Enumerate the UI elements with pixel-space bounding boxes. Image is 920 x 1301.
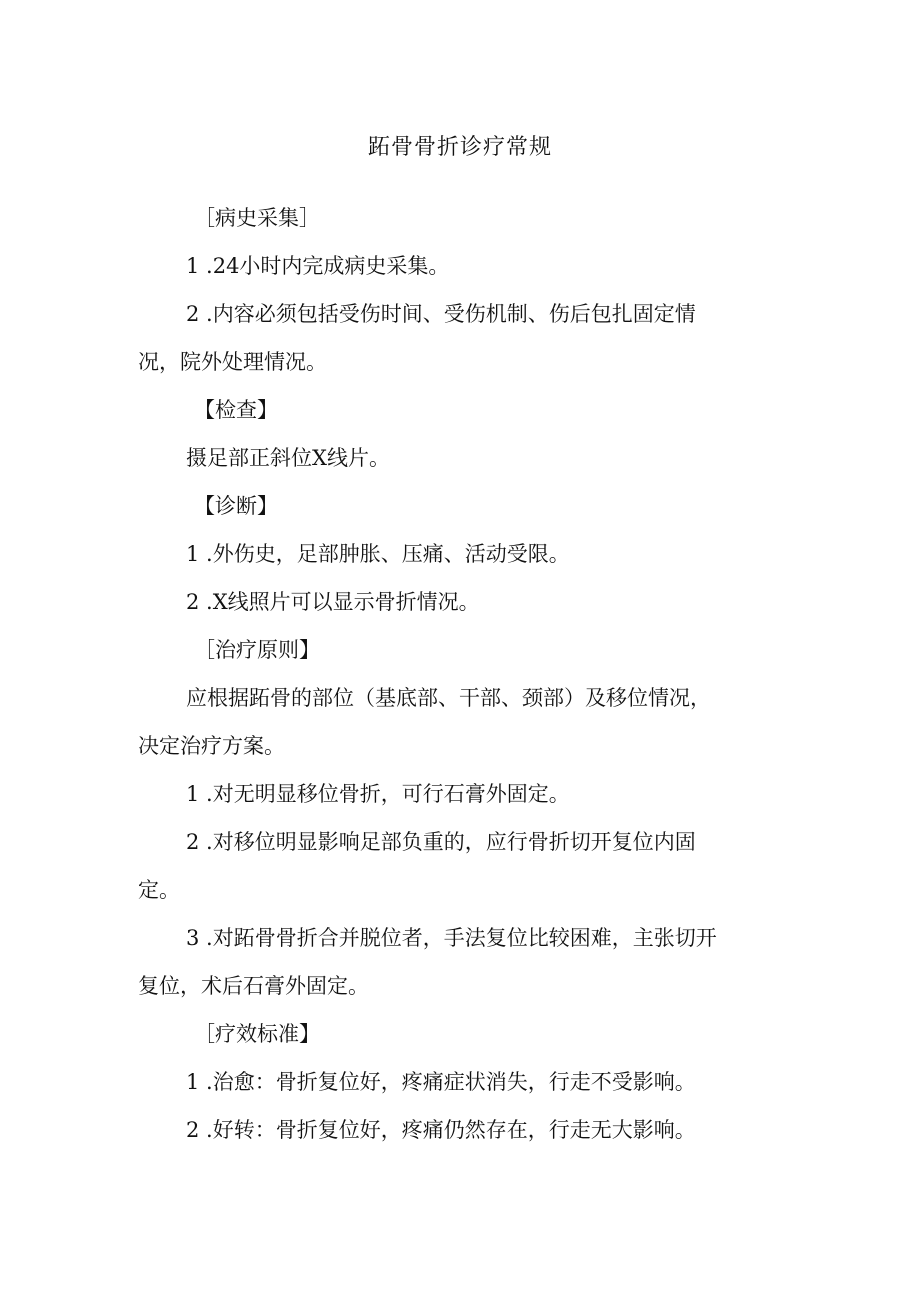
paragraph-line: 2 .对移位明显影响足部负重的，应行骨折切开复位内固 — [186, 830, 696, 854]
paragraph-line: 复位，术后石膏外固定。 — [138, 974, 369, 998]
section-heading: ［病史采集］ — [194, 206, 320, 230]
page-title: 跖骨骨折诊疗常规 — [367, 135, 552, 160]
paragraph-line: 应根据跖骨的部位（基底部、干部、颈部）及移位情况， — [186, 686, 711, 710]
section-heading: ［治疗原则】 — [194, 638, 320, 662]
paragraph-line: 3 .对跖骨骨折合并脱位者，手法复位比较困难，主张切开 — [186, 926, 717, 950]
paragraph-line: 1 .24小时内完成病史采集。 — [186, 254, 450, 278]
document-body — [138, 194, 778, 1154]
paragraph-line: 定。 — [138, 878, 180, 902]
section-heading: ［疗效标准】 — [194, 1022, 320, 1046]
section-heading: 【诊断】 — [194, 494, 278, 518]
paragraph-line: 1 .对无明显移位骨折，可行石膏外固定。 — [186, 782, 570, 806]
paragraph-line: 2 .内容必须包括受伤时间、受伤机制、伤后包扎固定情 — [186, 302, 696, 326]
paragraph-line: 1 .治愈：骨折复位好，疼痛症状消失，行走不受影响。 — [186, 1070, 696, 1094]
paragraph-line: 2 .X线照片可以显示骨折情况。 — [186, 590, 480, 614]
section-heading: 【检查】 — [194, 398, 278, 422]
paragraph-line: 1 .外伤史，足部肿胀、压痛、活动受限。 — [186, 542, 570, 566]
paragraph-line: 摄足部正斜位X线片。 — [186, 446, 390, 470]
paragraph-line: 决定治疗方案。 — [138, 734, 285, 758]
paragraph-line: 2 .好转：骨折复位好，疼痛仍然存在，行走无大影响。 — [186, 1118, 696, 1142]
paragraph-line: 况，院外处理情况。 — [138, 350, 327, 374]
